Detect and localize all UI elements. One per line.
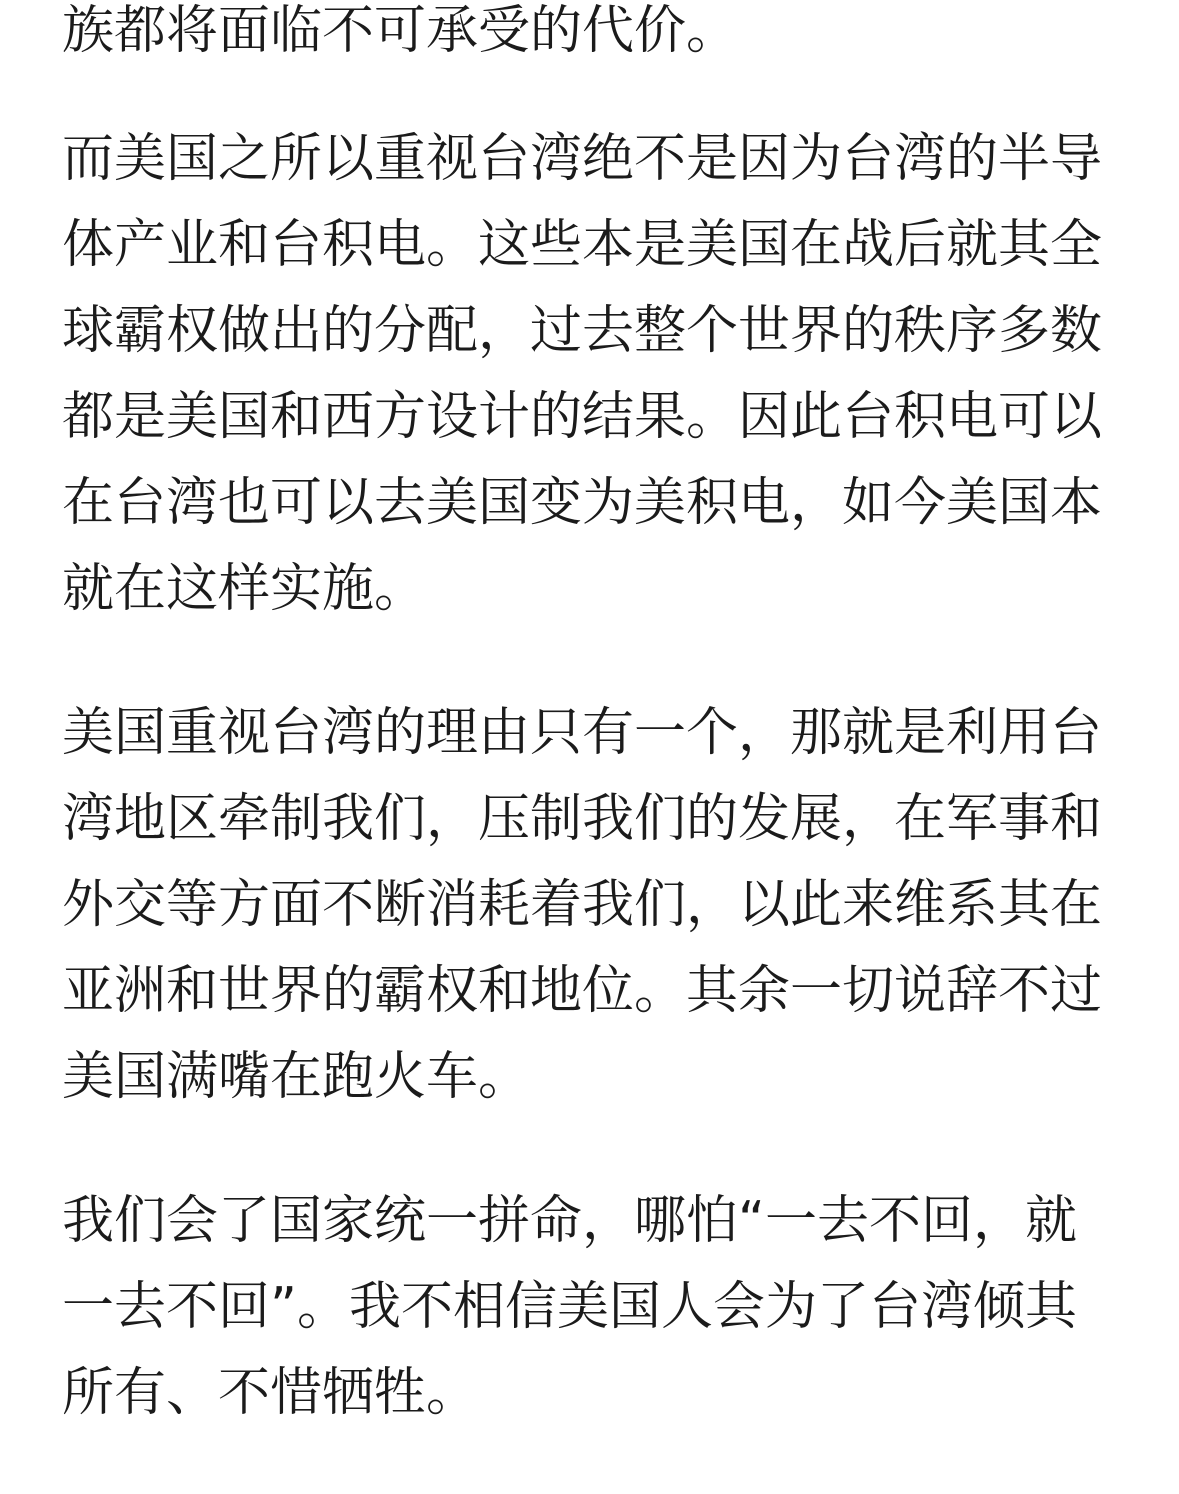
paragraph-1: 族都将面临不可承受的代价。: [62, 1, 739, 61]
paragraph-2: 而美国之所以重视台湾绝不是因为台湾的半导体产业和台积电。这些本是美国在战后就其全球霸权做出的分配，过去整个世界的秩序多数都是美国和西方设计的结果。因此台积电可以在台湾也可以去美国变为美积电，如今美国本就在这样实施。: [62, 129, 1103, 619]
paragraph-4: 我们会了国家统一拼命，哪怕“一去不回，就一去不回”。我不相信美国人会为了台湾倾其所有、不惜牺牲。: [62, 1191, 1077, 1423]
article-body: [62, 0, 1120, 1494]
paragraph-3: 美国重视台湾的理由只有一个，那就是利用台湾地区牵制我们，压制我们的发展，在军事和外交等方面不断消耗着我们，以此来维系其在亚洲和世界的霸权和地位。其余一切说辞不过美国满嘴在跑火车。: [62, 703, 1103, 1107]
